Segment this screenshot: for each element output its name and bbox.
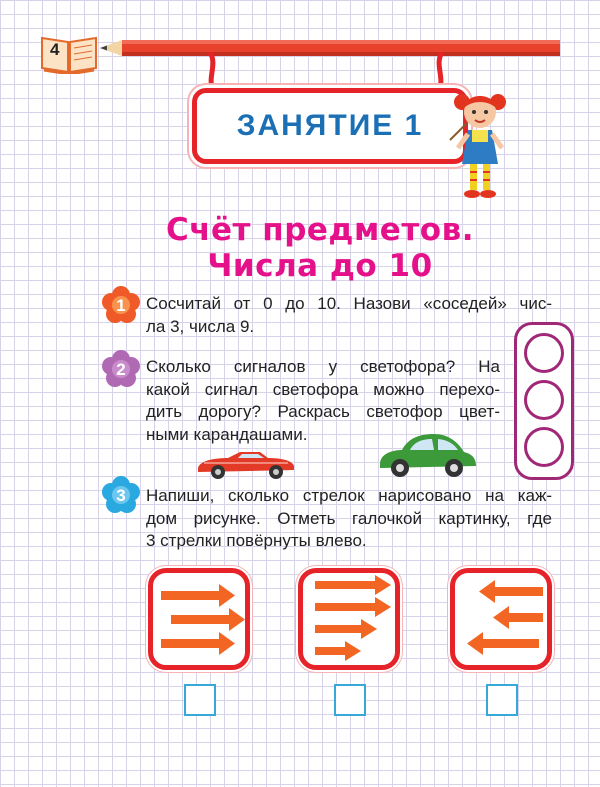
checkbox-picture-1[interactable] [184,684,216,716]
task-2-line-2: какой сигнал светофора можно перехо- [146,379,500,399]
traffic-light-illustration [514,322,574,480]
task-number-2: 2 [116,360,126,379]
task-3-line-3: 3 стрелки повёрнуты влево. [146,531,367,550]
arrow-picture-1[interactable] [148,568,250,670]
lesson-sign [192,88,468,164]
task-3-line-2: дом рисунке. Отметь галочкой картинку, где [146,508,552,528]
page-number: 4 [50,40,60,59]
book-icon [40,34,98,74]
topic-heading [150,212,490,284]
task-3-line-1: Напиши, сколько стрелок нарисовано на каж- [146,486,552,505]
topic-line-1: Счёт предметов. [165,212,474,248]
topic-line-2: Числа до 10 [207,248,433,284]
arrow-picture-3[interactable] [450,568,552,670]
girl-illustration [448,82,508,206]
task-number-1-flower-icon [102,286,140,324]
arrow-picture-2[interactable] [298,568,400,670]
arrow-picture-3-arrows [455,573,547,665]
pencil-icon [100,38,560,58]
task-number-3-flower-icon [102,476,140,514]
red-car-illustration [194,446,298,480]
traffic-light-bottom-lamp[interactable] [524,427,564,467]
task-2-line-1: Сколько сигналов у светофора? На [146,357,500,376]
task-1-line-2: ла 3, числа 9. [146,316,255,336]
task-number-2-flower-icon [102,350,140,388]
task-3-text [146,485,552,553]
task-1-line-1: Сосчитай от 0 до 10. Назови «соседей» чис- [146,294,552,313]
task-number-3: 3 [116,486,126,505]
task-2-line-4: ными карандашами. [146,424,308,444]
arrow-picture-1-arrows [153,573,245,665]
lesson-title: ЗАНЯТИЕ 1 [236,109,424,142]
traffic-light-top-lamp[interactable] [524,333,564,373]
task-1-text [146,293,552,338]
task-2-line-3: дить дорогу? Раскрась светофор цвет- [146,402,500,421]
checkbox-picture-2[interactable] [334,684,366,716]
task-number-1: 1 [116,296,126,315]
green-car-illustration [376,430,478,478]
checkbox-picture-3[interactable] [486,684,518,716]
traffic-light-middle-lamp[interactable] [524,380,564,420]
arrow-picture-2-arrows [303,573,395,665]
